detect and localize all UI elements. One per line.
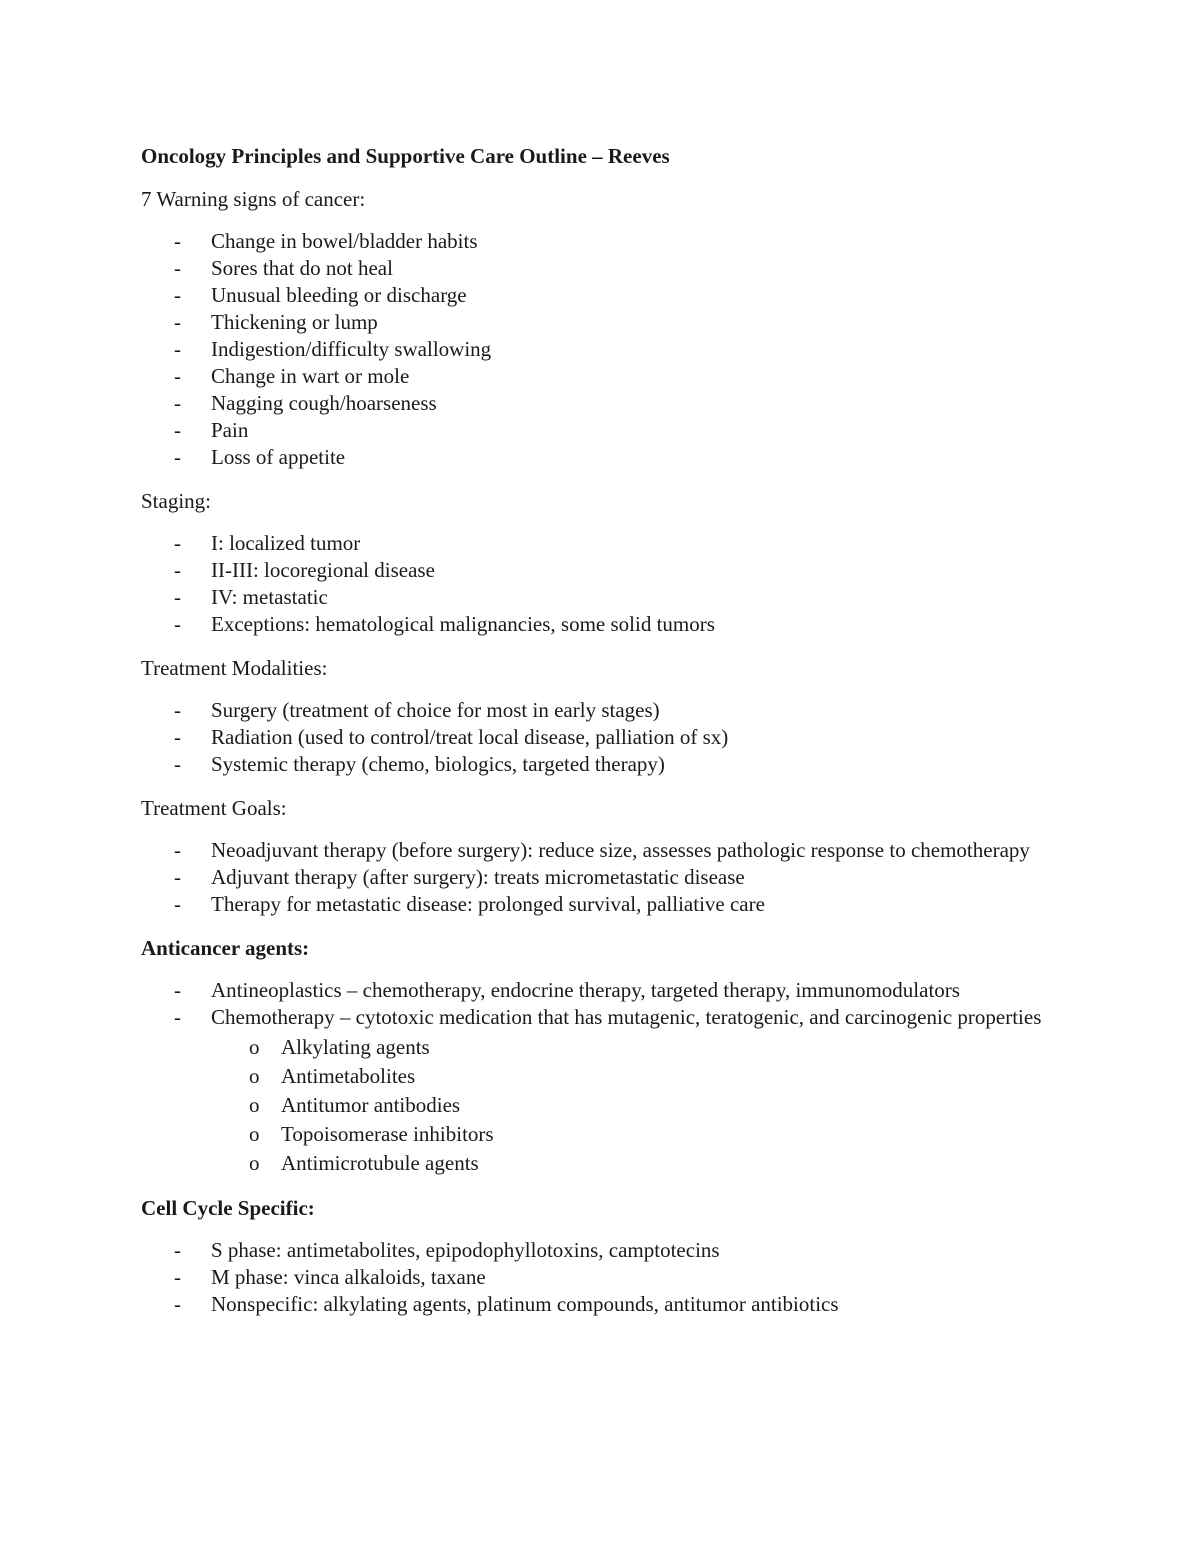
dash-bullet: - (174, 838, 181, 862)
circle-bullet: o (249, 1151, 260, 1175)
dash-bullet: - (174, 585, 181, 609)
dash-bullet: - (174, 558, 181, 582)
list-item (141, 891, 1081, 918)
circle-bullet: o (249, 1122, 260, 1146)
sub-list-item (211, 1149, 1081, 1178)
sub-list-item-text: Antitumor antibodies (281, 1093, 461, 1117)
list-item (141, 390, 1081, 417)
list-item (141, 444, 1081, 471)
list-item (141, 363, 1081, 390)
list-item-text: Neoadjuvant therapy (before surgery): reduce size, assesses pathologic response to chemotherapy (211, 838, 1030, 862)
treatment-modalities-list (141, 697, 1081, 778)
circle-bullet: o (249, 1093, 260, 1117)
list-item (141, 228, 1081, 255)
list-item-text: Therapy for metastatic disease: prolonged survival, palliative care (211, 892, 765, 916)
dash-bullet: - (174, 612, 181, 636)
treatment-goals-heading: Treatment Goals: (141, 796, 287, 820)
list-item-text: Exceptions: hematological malignancies, some solid tumors (211, 612, 715, 636)
dash-bullet: - (174, 283, 181, 307)
dash-bullet: - (174, 978, 181, 1002)
list-item-text: Indigestion/difficulty swallowing (211, 337, 492, 361)
dash-bullet: - (174, 892, 181, 916)
chemotherapy-classes-list (211, 1033, 1081, 1178)
dash-bullet: - (174, 725, 181, 749)
anticancer-agents-heading: Anticancer agents: (141, 936, 310, 960)
sub-list-item (211, 1091, 1081, 1120)
dash-bullet: - (174, 752, 181, 776)
list-item (141, 751, 1081, 778)
sub-list-item (211, 1033, 1081, 1062)
list-item-text: Sores that do not heal (211, 256, 393, 280)
sub-list-item-text: Alkylating agents (281, 1035, 430, 1059)
dash-bullet: - (174, 310, 181, 334)
sub-list-item-text: Antimetabolites (281, 1064, 416, 1088)
dash-bullet: - (174, 337, 181, 361)
list-item (141, 336, 1081, 363)
list-item (141, 255, 1081, 282)
list-item-text: Loss of appetite (211, 445, 346, 469)
list-item (141, 557, 1081, 584)
dash-bullet: - (174, 418, 181, 442)
staging-list (141, 530, 1081, 638)
list-item (141, 724, 1081, 751)
dash-bullet: - (174, 364, 181, 388)
list-item-text: Thickening or lump (211, 310, 378, 334)
document-title: Oncology Principles and Supportive Care Outline – Reeves (141, 144, 670, 168)
circle-bullet: o (249, 1035, 260, 1059)
list-item (141, 1291, 1081, 1318)
sub-list-item-text: Antimicrotubule agents (281, 1151, 479, 1175)
list-item-text: Change in wart or mole (211, 364, 410, 388)
sub-list-item (211, 1120, 1081, 1149)
list-item-text: IV: metastatic (211, 585, 328, 609)
dash-bullet: - (174, 1238, 181, 1262)
list-item (141, 697, 1081, 724)
list-item-text: Pain (211, 418, 249, 442)
treatment-modalities-heading: Treatment Modalities: (141, 656, 328, 680)
list-item-text: Unusual bleeding or discharge (211, 283, 467, 307)
warning-signs-list (141, 228, 1081, 471)
list-item (141, 864, 1081, 891)
dash-bullet: - (174, 256, 181, 280)
list-item-text: Nagging cough/hoarseness (211, 391, 437, 415)
list-item (141, 1237, 1081, 1264)
circle-bullet: o (249, 1064, 260, 1088)
list-item-text: M phase: vinca alkaloids, taxane (211, 1265, 486, 1289)
list-item-text: Surgery (treatment of choice for most in early stages) (211, 698, 660, 722)
list-item (141, 1264, 1081, 1291)
sub-list-item (211, 1062, 1081, 1091)
warning-signs-heading: 7 Warning signs of cancer: (141, 187, 366, 211)
list-item (141, 837, 1081, 864)
list-item-text: Antineoplastics – chemotherapy, endocrine therapy, targeted therapy, immunomodulators (211, 978, 960, 1002)
treatment-goals-list (141, 837, 1081, 918)
dash-bullet: - (174, 865, 181, 889)
list-item-text: I: localized tumor (211, 531, 361, 555)
dash-bullet: - (174, 229, 181, 253)
list-item (141, 530, 1081, 557)
staging-heading: Staging: (141, 489, 212, 513)
list-item-text: Chemotherapy – cytotoxic medication that has mutagenic, teratogenic, and carcinogenic properties (211, 1005, 1042, 1029)
dash-bullet: - (174, 445, 181, 469)
cell-cycle-specific-list (141, 1237, 1081, 1318)
list-item (141, 417, 1081, 444)
list-item (141, 611, 1081, 638)
list-item-text: II-III: locoregional disease (211, 558, 435, 582)
list-item-text: Radiation (used to control/treat local disease, palliation of sx) (211, 725, 729, 749)
anticancer-agents-list (141, 977, 1081, 1178)
list-item (141, 309, 1081, 336)
dash-bullet: - (174, 1292, 181, 1316)
dash-bullet: - (174, 1265, 181, 1289)
list-item-text: Change in bowel/bladder habits (211, 229, 478, 253)
document-page (141, 140, 1081, 1335)
sub-list-item-text: Topoisomerase inhibitors (281, 1122, 494, 1146)
list-item (141, 977, 1081, 1004)
dash-bullet: - (174, 531, 181, 555)
list-item (141, 1004, 1081, 1178)
list-item (141, 584, 1081, 611)
list-item (141, 282, 1081, 309)
dash-bullet: - (174, 1005, 181, 1029)
list-item-text: Nonspecific: alkylating agents, platinum compounds, antitumor antibiotics (211, 1292, 839, 1316)
list-item-text: Adjuvant therapy (after surgery): treats micrometastatic disease (211, 865, 745, 889)
cell-cycle-specific-heading: Cell Cycle Specific: (141, 1196, 315, 1220)
dash-bullet: - (174, 698, 181, 722)
list-item-text: S phase: antimetabolites, epipodophyllotoxins, camptotecins (211, 1238, 720, 1262)
list-item-text: Systemic therapy (chemo, biologics, targeted therapy) (211, 752, 665, 776)
dash-bullet: - (174, 391, 181, 415)
